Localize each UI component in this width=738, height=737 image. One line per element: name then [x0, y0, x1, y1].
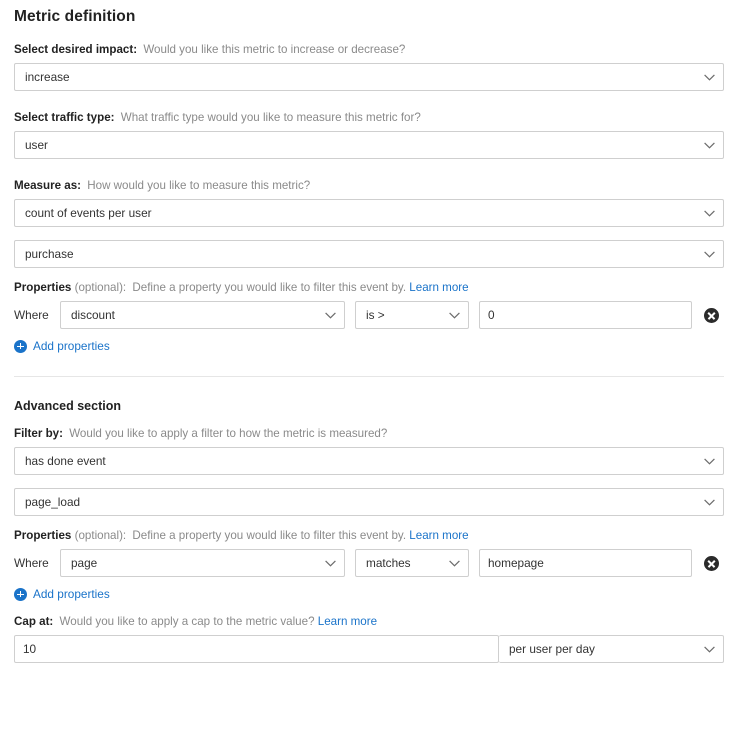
measure-as-label-text: Measure as: — [14, 179, 82, 192]
metric-add-properties-label: Add properties — [33, 339, 110, 353]
chevron-down-icon — [704, 200, 715, 226]
metric-add-properties-button[interactable] — [14, 339, 724, 353]
plus-circle-icon — [14, 340, 27, 353]
advanced-property-value-field[interactable] — [479, 549, 692, 577]
chevron-down-icon — [325, 550, 336, 576]
traffic-type-hint: What traffic type would you like to measure this metric for? — [120, 111, 421, 124]
traffic-type-label — [14, 111, 724, 125]
chevron-down-icon — [449, 550, 460, 576]
plus-circle-icon — [14, 588, 27, 601]
metric-property-select[interactable] — [60, 301, 345, 329]
chevron-down-icon — [704, 241, 715, 267]
cap-at-row — [14, 635, 724, 663]
metric-property-operator-select[interactable] — [355, 301, 469, 329]
chevron-down-icon — [325, 302, 336, 328]
metric-properties-label-text: Properties — [14, 281, 72, 294]
advanced-section-title: Advanced section — [14, 399, 121, 413]
metric-properties-label — [14, 281, 724, 295]
chevron-down-icon — [704, 64, 715, 90]
metric-properties-learn-more-link[interactable]: Learn more — [409, 281, 469, 294]
measure-as-select[interactable] — [14, 199, 724, 227]
measure-as-event-select[interactable] — [14, 240, 724, 268]
measure-as-event-value: purchase — [25, 247, 74, 261]
cap-at-label-text: Cap at: — [14, 615, 54, 628]
filter-by-hint: Would you like to apply a filter to how the metric is measured? — [69, 427, 388, 440]
advanced-properties-label — [14, 529, 724, 543]
metric-property-where-label: Where — [14, 308, 49, 322]
cap-at-value-field[interactable] — [14, 635, 499, 663]
desired-impact-select[interactable] — [14, 63, 724, 91]
filter-by-value: has done event — [25, 454, 106, 468]
filter-by-label-text: Filter by: — [14, 427, 63, 440]
desired-impact-label — [14, 43, 724, 57]
desired-impact-label-text: Select desired impact: — [14, 43, 138, 56]
metric-property-value: discount — [71, 308, 115, 322]
cap-at-label — [14, 615, 724, 629]
page-title: Metric definition — [14, 8, 136, 25]
metric-properties-hint: Define a property you would like to filter this event by. — [132, 281, 407, 294]
advanced-property-remove-button[interactable] — [698, 556, 724, 571]
advanced-properties-hint: Define a property you would like to filter this event by. — [132, 529, 407, 542]
advanced-property-value-input[interactable] — [488, 556, 683, 570]
metric-property-value-input[interactable] — [488, 308, 683, 322]
measure-as-hint: How would you like to measure this metric? — [87, 179, 311, 192]
desired-impact-hint: Would you like this metric to increase or decrease? — [143, 43, 406, 56]
advanced-property-value: page — [71, 556, 98, 570]
close-circle-icon — [704, 308, 719, 323]
chevron-down-icon — [449, 302, 460, 328]
advanced-properties-learn-more-link[interactable]: Learn more — [409, 529, 469, 542]
advanced-properties-label-text: Properties — [14, 529, 72, 542]
cap-at-learn-more-link[interactable]: Learn more — [317, 615, 378, 628]
metric-property-filter-row — [14, 301, 724, 329]
advanced-property-filter-row — [14, 549, 724, 577]
desired-impact-value: increase — [25, 70, 70, 84]
cap-at-value-input[interactable] — [23, 642, 490, 656]
advanced-property-where-label: Where — [14, 556, 49, 570]
traffic-type-value: user — [25, 138, 48, 152]
traffic-type-select[interactable] — [14, 131, 724, 159]
advanced-properties-optional: (optional): — [74, 529, 127, 542]
traffic-type-label-text: Select traffic type: — [14, 111, 115, 124]
metric-property-value-field[interactable] — [479, 301, 692, 329]
advanced-add-properties-button[interactable] — [14, 587, 724, 601]
measure-as-value: count of events per user — [25, 206, 152, 220]
cap-at-hint: Would you like to apply a cap to the metric value? — [59, 615, 315, 628]
metric-properties-optional: (optional): — [74, 281, 127, 294]
cap-at-unit-value: per user per day — [509, 642, 595, 656]
filter-by-label — [14, 427, 724, 441]
advanced-property-select[interactable] — [60, 549, 345, 577]
chevron-down-icon — [704, 636, 715, 662]
metric-property-operator-value: is > — [366, 308, 385, 322]
filter-by-event-select[interactable] — [14, 488, 724, 516]
filter-by-select[interactable] — [14, 447, 724, 475]
metric-property-remove-button[interactable] — [698, 308, 724, 323]
cap-at-unit-select[interactable] — [499, 635, 724, 663]
advanced-property-operator-select[interactable] — [355, 549, 469, 577]
close-circle-icon — [704, 556, 719, 571]
chevron-down-icon — [704, 448, 715, 474]
measure-as-label — [14, 179, 724, 193]
chevron-down-icon — [704, 132, 715, 158]
chevron-down-icon — [704, 489, 715, 515]
advanced-property-operator-value: matches — [366, 556, 411, 570]
advanced-add-properties-label: Add properties — [33, 587, 110, 601]
filter-by-event-value: page_load — [25, 495, 81, 509]
